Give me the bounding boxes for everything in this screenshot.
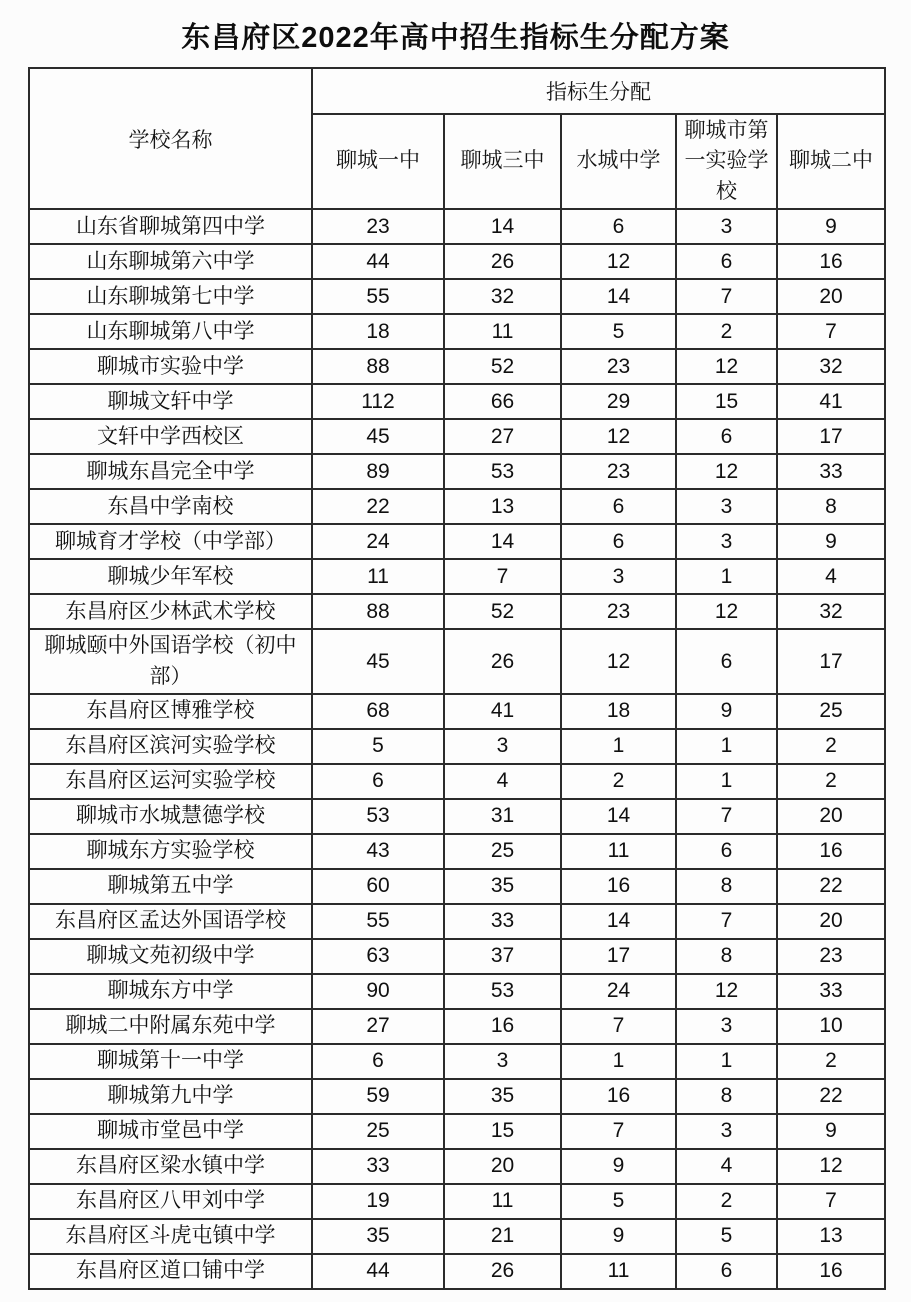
- quota-cell: 9: [561, 1219, 676, 1254]
- quota-cell: 8: [676, 939, 777, 974]
- quota-cell: 16: [777, 1254, 885, 1289]
- table-row: [29, 939, 885, 974]
- quota-cell: 10: [777, 1009, 885, 1044]
- quota-cell: 3: [676, 524, 777, 559]
- quota-cell: 16: [777, 244, 885, 279]
- quota-cell: 17: [561, 939, 676, 974]
- table-row: [29, 559, 885, 594]
- school-name-cell: 聊城东方中学: [29, 974, 312, 1009]
- table-row: [29, 489, 885, 524]
- quota-cell: 17: [777, 419, 885, 454]
- quota-cell: 6: [561, 209, 676, 244]
- table-row: [29, 1149, 885, 1184]
- quota-cell: 1: [676, 559, 777, 594]
- quota-cell: 33: [444, 904, 561, 939]
- quota-cell: 19: [312, 1184, 444, 1219]
- quota-cell: 6: [676, 629, 777, 694]
- table-row: [29, 1009, 885, 1044]
- quota-cell: 29: [561, 384, 676, 419]
- school-name-cell: 东昌府区运河实验学校: [29, 764, 312, 799]
- quota-cell: 3: [444, 1044, 561, 1079]
- quota-cell: 20: [444, 1149, 561, 1184]
- table-row: [29, 799, 885, 834]
- school-name-cell: 山东聊城第八中学: [29, 314, 312, 349]
- school-name-cell: 文轩中学西校区: [29, 419, 312, 454]
- school-name-cell: 聊城第十一中学: [29, 1044, 312, 1079]
- table-row: [29, 1114, 885, 1149]
- quota-cell: 45: [312, 629, 444, 694]
- quota-cell: 27: [444, 419, 561, 454]
- quota-cell: 6: [312, 1044, 444, 1079]
- quota-cell: 14: [444, 524, 561, 559]
- quota-cell: 22: [777, 1079, 885, 1114]
- table-row: [29, 524, 885, 559]
- table-row: [29, 869, 885, 904]
- school-name-cell: 聊城东昌完全中学: [29, 454, 312, 489]
- quota-cell: 9: [777, 524, 885, 559]
- quota-cell: 12: [777, 1149, 885, 1184]
- school-name-cell: 聊城育才学校（中学部）: [29, 524, 312, 559]
- quota-cell: 16: [561, 1079, 676, 1114]
- quota-cell: 3: [444, 729, 561, 764]
- quota-cell: 33: [312, 1149, 444, 1184]
- column-header-first-experimental: 聊城市第一实验学校: [676, 114, 777, 209]
- quota-cell: 20: [777, 279, 885, 314]
- quota-cell: 2: [561, 764, 676, 799]
- quota-cell: 32: [777, 349, 885, 384]
- quota-cell: 25: [777, 694, 885, 729]
- quota-cell: 11: [312, 559, 444, 594]
- quota-cell: 35: [444, 869, 561, 904]
- table-row: [29, 1184, 885, 1219]
- quota-cell: 12: [676, 974, 777, 1009]
- quota-cell: 7: [676, 904, 777, 939]
- quota-cell: 12: [676, 349, 777, 384]
- quota-cell: 1: [676, 764, 777, 799]
- quota-cell: 16: [444, 1009, 561, 1044]
- quota-cell: 12: [676, 454, 777, 489]
- quota-cell: 32: [777, 594, 885, 629]
- quota-cell: 5: [561, 1184, 676, 1219]
- quota-cell: 2: [777, 1044, 885, 1079]
- quota-cell: 3: [676, 1009, 777, 1044]
- table-header: [29, 68, 885, 209]
- column-header-liaocheng-no3: 聊城三中: [444, 114, 561, 209]
- quota-cell: 112: [312, 384, 444, 419]
- quota-cell: 7: [561, 1114, 676, 1149]
- quota-cell: 55: [312, 279, 444, 314]
- quota-cell: 13: [444, 489, 561, 524]
- school-name-cell: 东昌府区孟达外国语学校: [29, 904, 312, 939]
- quota-cell: 6: [676, 834, 777, 869]
- quota-cell: 4: [676, 1149, 777, 1184]
- quota-cell: 90: [312, 974, 444, 1009]
- quota-cell: 23: [561, 594, 676, 629]
- quota-cell: 7: [561, 1009, 676, 1044]
- quota-cell: 8: [777, 489, 885, 524]
- column-header-liaocheng-no2: 聊城二中: [777, 114, 885, 209]
- quota-cell: 59: [312, 1079, 444, 1114]
- quota-allocation-table: [28, 67, 886, 1290]
- quota-cell: 16: [561, 869, 676, 904]
- school-name-cell: 东昌府区滨河实验学校: [29, 729, 312, 764]
- table-row: [29, 904, 885, 939]
- school-name-cell: 东昌府区博雅学校: [29, 694, 312, 729]
- quota-cell: 24: [312, 524, 444, 559]
- quota-cell: 1: [676, 1044, 777, 1079]
- quota-cell: 12: [561, 629, 676, 694]
- quota-cell: 6: [676, 244, 777, 279]
- quota-cell: 11: [444, 314, 561, 349]
- quota-cell: 53: [444, 454, 561, 489]
- quota-cell: 4: [777, 559, 885, 594]
- school-name-cell: 聊城二中附属东苑中学: [29, 1009, 312, 1044]
- quota-cell: 8: [676, 869, 777, 904]
- quota-cell: 15: [444, 1114, 561, 1149]
- school-name-cell: 聊城市实验中学: [29, 349, 312, 384]
- quota-cell: 7: [777, 314, 885, 349]
- school-name-cell: 东昌府区少林武术学校: [29, 594, 312, 629]
- table-row: [29, 419, 885, 454]
- quota-cell: 7: [676, 279, 777, 314]
- table-row: [29, 349, 885, 384]
- school-name-cell: 东昌府区梁水镇中学: [29, 1149, 312, 1184]
- table-body: [29, 209, 885, 1289]
- table-row: [29, 454, 885, 489]
- school-name-cell: 聊城少年军校: [29, 559, 312, 594]
- quota-cell: 14: [561, 904, 676, 939]
- school-name-cell: 东昌府区斗虎屯镇中学: [29, 1219, 312, 1254]
- school-name-cell: 山东聊城第六中学: [29, 244, 312, 279]
- table-row: [29, 629, 885, 694]
- quota-cell: 33: [777, 454, 885, 489]
- school-name-cell: 聊城市堂邑中学: [29, 1114, 312, 1149]
- quota-cell: 3: [561, 559, 676, 594]
- quota-group-header: 指标生分配: [312, 68, 885, 114]
- school-name-cell: 聊城文轩中学: [29, 384, 312, 419]
- quota-cell: 23: [561, 454, 676, 489]
- quota-cell: 52: [444, 349, 561, 384]
- quota-cell: 6: [561, 489, 676, 524]
- quota-cell: 63: [312, 939, 444, 974]
- quota-cell: 35: [444, 1079, 561, 1114]
- quota-cell: 26: [444, 244, 561, 279]
- school-name-cell: 聊城颐中外国语学校（初中部）: [29, 629, 312, 694]
- table-row: [29, 279, 885, 314]
- quota-cell: 17: [777, 629, 885, 694]
- table-row: [29, 834, 885, 869]
- quota-cell: 22: [312, 489, 444, 524]
- quota-cell: 12: [561, 244, 676, 279]
- table-row: [29, 729, 885, 764]
- quota-cell: 6: [561, 524, 676, 559]
- quota-cell: 27: [312, 1009, 444, 1044]
- table-row: [29, 764, 885, 799]
- quota-cell: 5: [312, 729, 444, 764]
- quota-cell: 7: [676, 799, 777, 834]
- table-row: [29, 694, 885, 729]
- quota-cell: 3: [676, 1114, 777, 1149]
- quota-cell: 1: [561, 729, 676, 764]
- quota-cell: 37: [444, 939, 561, 974]
- table-row: [29, 244, 885, 279]
- quota-cell: 4: [444, 764, 561, 799]
- quota-cell: 35: [312, 1219, 444, 1254]
- quota-cell: 21: [444, 1219, 561, 1254]
- quota-cell: 5: [561, 314, 676, 349]
- quota-cell: 7: [777, 1184, 885, 1219]
- school-name-cell: 聊城文苑初级中学: [29, 939, 312, 974]
- quota-cell: 33: [777, 974, 885, 1009]
- quota-cell: 7: [444, 559, 561, 594]
- table-row: [29, 314, 885, 349]
- quota-cell: 53: [444, 974, 561, 1009]
- school-name-header: 学校名称: [29, 68, 312, 209]
- quota-cell: 23: [777, 939, 885, 974]
- table-row: [29, 1079, 885, 1114]
- quota-cell: 2: [777, 764, 885, 799]
- school-name-cell: 东昌府区道口铺中学: [29, 1254, 312, 1289]
- quota-cell: 9: [561, 1149, 676, 1184]
- page-title: 东昌府区2022年高中招生指标生分配方案: [181, 22, 730, 54]
- quota-cell: 2: [777, 729, 885, 764]
- quota-cell: 16: [777, 834, 885, 869]
- quota-cell: 23: [312, 209, 444, 244]
- quota-cell: 1: [561, 1044, 676, 1079]
- quota-cell: 60: [312, 869, 444, 904]
- quota-cell: 88: [312, 349, 444, 384]
- table-row: [29, 594, 885, 629]
- table-row: [29, 384, 885, 419]
- quota-cell: 55: [312, 904, 444, 939]
- quota-cell: 2: [676, 314, 777, 349]
- column-header-liaocheng-no1: 聊城一中: [312, 114, 444, 209]
- quota-cell: 6: [676, 419, 777, 454]
- quota-cell: 52: [444, 594, 561, 629]
- quota-cell: 6: [312, 764, 444, 799]
- quota-cell: 14: [444, 209, 561, 244]
- column-header-shuicheng: 水城中学: [561, 114, 676, 209]
- table-row: [29, 209, 885, 244]
- quota-cell: 32: [444, 279, 561, 314]
- quota-cell: 44: [312, 244, 444, 279]
- table-row: [29, 1044, 885, 1079]
- quota-cell: 12: [561, 419, 676, 454]
- school-name-cell: 山东聊城第七中学: [29, 279, 312, 314]
- school-name-cell: 聊城市水城慧德学校: [29, 799, 312, 834]
- quota-cell: 5: [676, 1219, 777, 1254]
- quota-cell: 22: [777, 869, 885, 904]
- quota-cell: 25: [312, 1114, 444, 1149]
- quota-cell: 41: [777, 384, 885, 419]
- quota-cell: 3: [676, 209, 777, 244]
- quota-cell: 11: [561, 834, 676, 869]
- quota-cell: 24: [561, 974, 676, 1009]
- school-name-cell: 东昌中学南校: [29, 489, 312, 524]
- quota-cell: 15: [676, 384, 777, 419]
- quota-cell: 45: [312, 419, 444, 454]
- quota-cell: 25: [444, 834, 561, 869]
- quota-cell: 13: [777, 1219, 885, 1254]
- quota-cell: 14: [561, 799, 676, 834]
- quota-cell: 20: [777, 799, 885, 834]
- quota-cell: 12: [676, 594, 777, 629]
- quota-cell: 20: [777, 904, 885, 939]
- school-name-cell: 聊城第九中学: [29, 1079, 312, 1114]
- quota-cell: 9: [676, 694, 777, 729]
- quota-cell: 88: [312, 594, 444, 629]
- quota-cell: 8: [676, 1079, 777, 1114]
- quota-cell: 18: [561, 694, 676, 729]
- school-name-cell: 聊城第五中学: [29, 869, 312, 904]
- quota-cell: 3: [676, 489, 777, 524]
- quota-cell: 44: [312, 1254, 444, 1289]
- quota-cell: 66: [444, 384, 561, 419]
- quota-cell: 14: [561, 279, 676, 314]
- quota-cell: 41: [444, 694, 561, 729]
- quota-cell: 18: [312, 314, 444, 349]
- quota-cell: 11: [561, 1254, 676, 1289]
- group-header-row: [29, 68, 885, 114]
- quota-cell: 68: [312, 694, 444, 729]
- quota-cell: 2: [676, 1184, 777, 1219]
- quota-cell: 89: [312, 454, 444, 489]
- quota-cell: 53: [312, 799, 444, 834]
- quota-cell: 6: [676, 1254, 777, 1289]
- quota-cell: 9: [777, 209, 885, 244]
- school-name-cell: 聊城东方实验学校: [29, 834, 312, 869]
- school-name-cell: 山东省聊城第四中学: [29, 209, 312, 244]
- quota-cell: 11: [444, 1184, 561, 1219]
- quota-cell: 31: [444, 799, 561, 834]
- quota-cell: 26: [444, 629, 561, 694]
- table-row: [29, 974, 885, 1009]
- table-row: [29, 1254, 885, 1289]
- quota-cell: 9: [777, 1114, 885, 1149]
- table-row: [29, 1219, 885, 1254]
- quota-cell: 1: [676, 729, 777, 764]
- quota-cell: 26: [444, 1254, 561, 1289]
- quota-cell: 23: [561, 349, 676, 384]
- quota-cell: 43: [312, 834, 444, 869]
- school-name-cell: 东昌府区八甲刘中学: [29, 1184, 312, 1219]
